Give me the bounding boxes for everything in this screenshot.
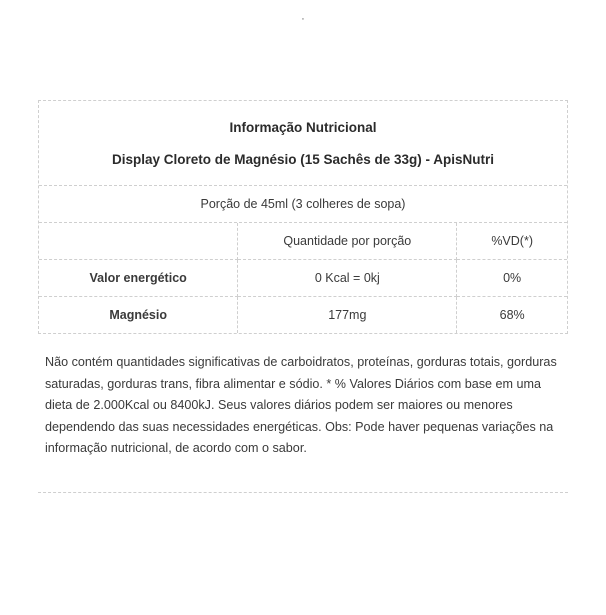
table-header-row [39, 223, 567, 260]
nutrition-footnote: Não contém quantidades significativas de carboidratos, proteínas, gorduras totais, gorduras saturadas, gorduras trans, fibra alimentar e sódio. * % Valores Diários com base em uma dieta de 2.000Kcal ou 8400kJ. Seus valores diários podem ser maiores ou menores dependendo das suas necessidades energéticas. Obs: Pode haver pequenas variações na informação nutricional, de acordo com o sabor. [45, 355, 557, 455]
header-blank [39, 223, 238, 260]
product-name: Display Cloreto de Magnésio (15 Sachês de 33g) - ApisNutri [111, 152, 495, 167]
header-vd: %VD(*) [457, 223, 567, 260]
table-row [39, 260, 567, 297]
serving-size: Porção de 45ml (3 colheres de sopa) [39, 186, 567, 223]
nutrition-table [39, 223, 567, 333]
nutrient-name: Valor energético [39, 260, 238, 297]
nutrient-amount: 177mg [238, 297, 457, 334]
top-marker: · [301, 13, 305, 25]
panel-header [39, 101, 567, 186]
panel-bottom-divider [38, 492, 568, 493]
page-title: Informação Nutricional [229, 120, 377, 135]
nutrient-vd: 68% [499, 308, 525, 322]
nutrient-name: Magnésio [39, 297, 238, 334]
nutrient-vd: 0% [457, 260, 567, 297]
nutrition-facts-panel [38, 100, 568, 334]
nutrient-amount: 0 Kcal = 0kj [238, 260, 457, 297]
table-row [39, 297, 567, 334]
header-quantity: Quantidade por porção [238, 223, 457, 260]
